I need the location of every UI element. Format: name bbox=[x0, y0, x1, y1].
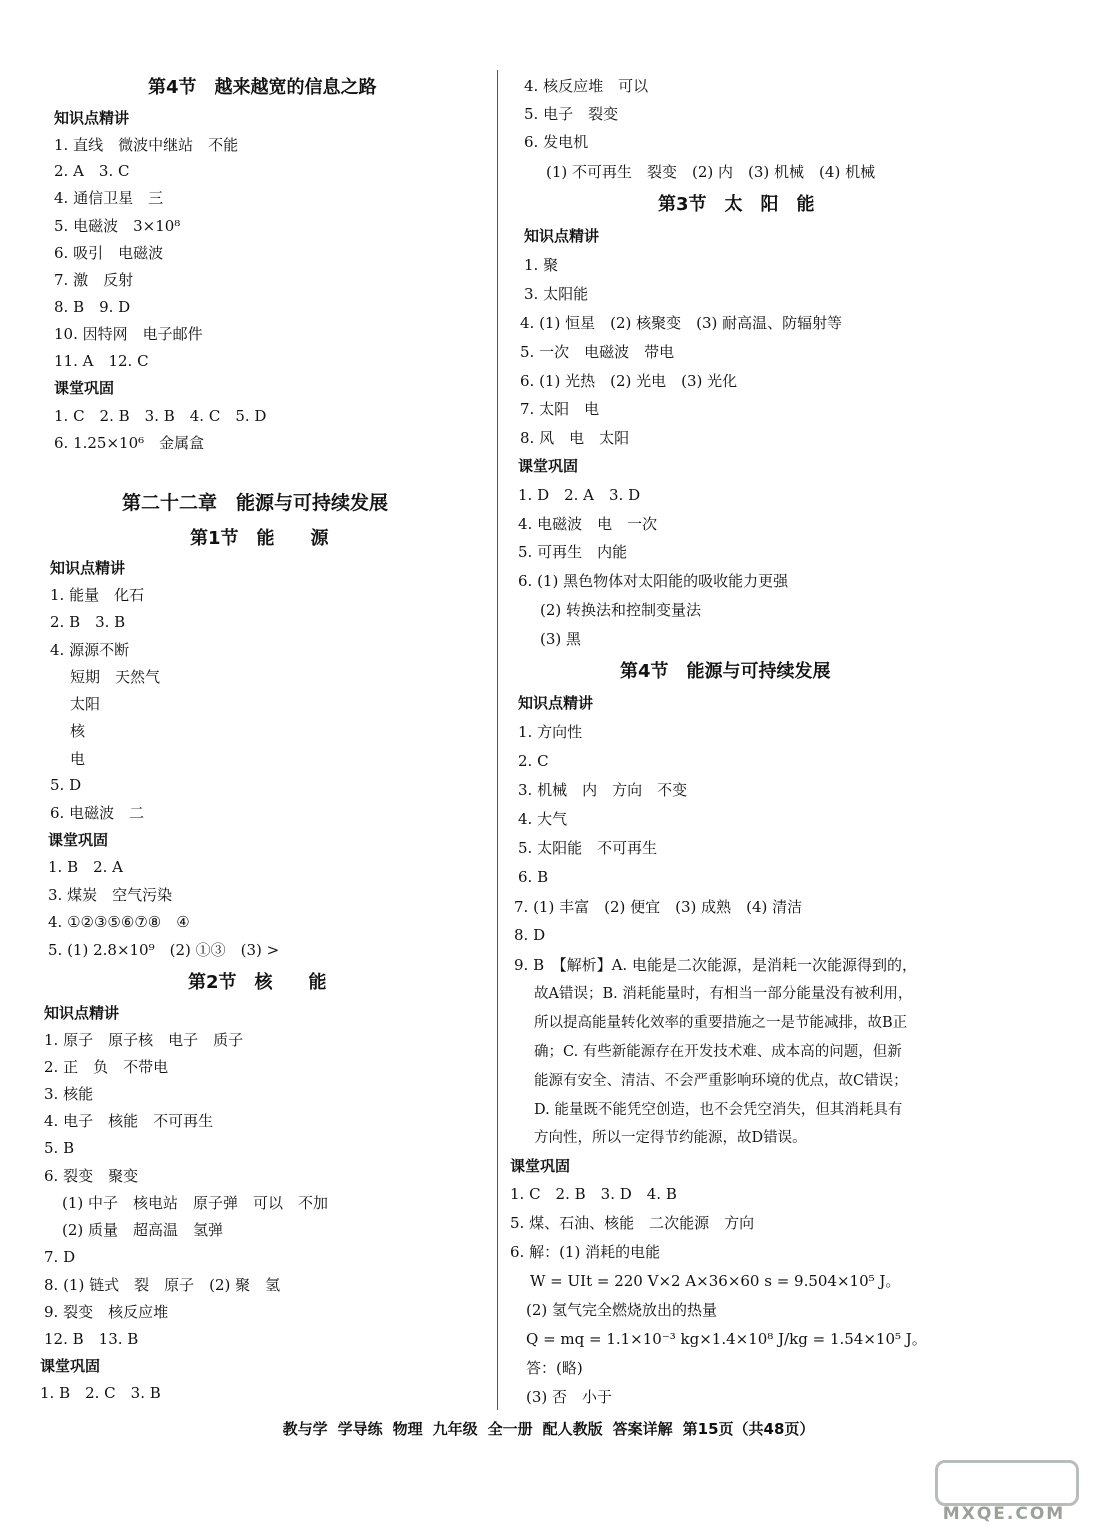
watermark-seal-icon bbox=[935, 1460, 1079, 1506]
right-line-12: 8. 风 电 太阳 bbox=[520, 429, 630, 447]
footer-item-6: 答案详解 bbox=[612, 1420, 673, 1438]
right-line-36: 方向性，所以一定得节约能源，故D错误。 bbox=[534, 1130, 807, 1146]
left-line-15: 第1节 能 源 bbox=[190, 528, 329, 549]
left-line-35: 3. 核能 bbox=[44, 1085, 94, 1103]
left-line-25: 6. 电磁波 二 bbox=[50, 804, 145, 822]
left-line-34: 2. 正 负 不带电 bbox=[44, 1058, 169, 1076]
left-line-21: 太阳 bbox=[70, 695, 101, 713]
left-line-27: 1. B 2. A bbox=[48, 858, 124, 876]
right-line-16: 5. 可再生 内能 bbox=[518, 543, 628, 561]
left-line-23: 电 bbox=[70, 750, 86, 768]
right-line-44: 答：(略) bbox=[526, 1359, 583, 1377]
left-line-11: 课堂巩固 bbox=[54, 379, 115, 397]
right-line-6: 1. 聚 bbox=[524, 256, 559, 274]
right-line-17: 6. (1) 黑色物体对太阳能的吸收能力更强 bbox=[518, 572, 789, 590]
right-line-39: 5. 煤、石油、核能 二次能源 方向 bbox=[510, 1214, 755, 1232]
footer-item-4: 全一册 bbox=[487, 1420, 533, 1438]
left-line-38: 6. 裂变 聚变 bbox=[44, 1167, 139, 1185]
left-line-4: 4. 通信卫星 三 bbox=[54, 189, 164, 207]
left-line-2: 1. 直线 微波中继站 不能 bbox=[54, 136, 239, 154]
right-line-8: 4. (1) 恒星 (2) 核聚变 (3) 耐高温、防辐射等 bbox=[520, 314, 843, 332]
right-line-40: 6. 解：(1) 消耗的电能 bbox=[510, 1243, 661, 1261]
right-line-18: (2) 转换法和控制变量法 bbox=[540, 601, 702, 619]
right-line-3: (1) 不可再生 裂变 (2) 内 (3) 机械 (4) 机械 bbox=[546, 163, 876, 181]
left-line-36: 4. 电子 核能 不可再生 bbox=[44, 1112, 214, 1130]
left-line-41: 7. D bbox=[44, 1248, 76, 1266]
right-line-37: 课堂巩固 bbox=[510, 1157, 571, 1175]
left-line-14: 第二十二章 能源与可持续发展 bbox=[122, 492, 389, 514]
left-line-32: 知识点精讲 bbox=[44, 1004, 120, 1022]
right-line-32: 所以提高能量转化效率的重要措施之一是节能减排，故B正 bbox=[534, 1015, 908, 1031]
right-line-41: W = UIt = 220 V×2 A×36×60 s = 9.504×10⁵ J。 bbox=[530, 1272, 901, 1290]
right-line-38: 1. C 2. B 3. D 4. B bbox=[510, 1185, 677, 1203]
left-line-46: 1. B 2. C 3. B bbox=[40, 1384, 161, 1402]
left-line-13: 6. 1.25×10⁶ 金属盒 bbox=[54, 434, 205, 452]
left-line-6: 6. 吸引 电磁波 bbox=[54, 244, 164, 262]
left-line-8: 8. B 9. D bbox=[54, 298, 131, 316]
footer-item-7: 第15页（共48页） bbox=[682, 1420, 815, 1438]
left-line-44: 12. B 13. B bbox=[44, 1330, 139, 1348]
left-line-45: 课堂巩固 bbox=[40, 1357, 101, 1375]
right-line-33: 确；C. 有些新能源存在开发技术难、成本高的问题，但新 bbox=[534, 1044, 902, 1060]
right-line-14: 1. D 2. A 3. D bbox=[518, 486, 641, 504]
footer-item-1: 学导练 bbox=[337, 1420, 383, 1438]
left-line-7: 7. 激 反射 bbox=[54, 271, 134, 289]
right-line-27: 6. B bbox=[518, 868, 549, 886]
right-line-22: 1. 方向性 bbox=[518, 723, 583, 741]
right-line-24: 3. 机械 内 方向 不变 bbox=[518, 781, 688, 799]
left-line-10: 11. A 12. C bbox=[54, 352, 149, 370]
right-line-43: Q = mq = 1.1×10⁻³ kg×1.4×10⁸ J/kg = 1.54×10⁵ J。 bbox=[526, 1330, 927, 1348]
left-line-37: 5. B bbox=[44, 1139, 75, 1157]
right-line-45: (3) 否 小于 bbox=[526, 1388, 613, 1406]
right-line-35: D. 能量既不能凭空创造，也不会凭空消失，但其消耗具有 bbox=[534, 1102, 903, 1118]
left-line-33: 1. 原子 原子核 电子 质子 bbox=[44, 1031, 244, 1049]
right-line-5: 知识点精讲 bbox=[524, 227, 600, 245]
right-line-4: 第3节 太 阳 能 bbox=[658, 194, 815, 215]
right-line-29: 8. D bbox=[514, 926, 546, 944]
left-line-19: 4. 源源不断 bbox=[50, 641, 130, 659]
left-line-24: 5. D bbox=[50, 776, 82, 794]
page-footer bbox=[0, 1418, 1097, 1439]
left-line-30: 5. (1) 2.8×10⁹ (2) ①③ (3) > bbox=[48, 941, 280, 959]
right-line-21: 知识点精讲 bbox=[518, 694, 594, 712]
left-line-20: 短期 天然气 bbox=[70, 668, 161, 686]
footer-item-0: 教与学 bbox=[282, 1420, 328, 1438]
right-line-31: 故A错误；B. 消耗能量时，有相当一部分能量没有被利用， bbox=[534, 986, 913, 1002]
right-line-7: 3. 太阳能 bbox=[524, 285, 589, 303]
right-line-42: (2) 氢气完全燃烧放出的热量 bbox=[526, 1301, 718, 1319]
right-line-15: 4. 电磁波 电 一次 bbox=[518, 515, 658, 533]
right-line-34: 能源有安全、清洁、不会严重影响环境的优点，故C错误； bbox=[534, 1073, 908, 1089]
footer-item-3: 九年级 bbox=[432, 1420, 478, 1438]
right-line-2: 6. 发电机 bbox=[524, 133, 589, 151]
left-line-29: 4. ①②③⑤⑥⑦⑧ ④ bbox=[48, 913, 190, 931]
right-line-23: 2. C bbox=[518, 752, 549, 770]
right-line-20: 第4节 能源与可持续发展 bbox=[620, 661, 831, 682]
left-line-42: 8. (1) 链式 裂 原子 (2) 聚 氢 bbox=[44, 1276, 281, 1294]
left-line-9: 10. 因特网 电子邮件 bbox=[54, 325, 203, 343]
left-line-0: 第4节 越来越宽的信息之路 bbox=[148, 77, 377, 98]
right-line-19: (3) 黑 bbox=[540, 630, 582, 648]
footer-item-5: 配人教版 bbox=[542, 1420, 603, 1438]
footer-item-2: 物理 bbox=[392, 1420, 423, 1438]
left-line-22: 核 bbox=[70, 722, 86, 740]
right-line-26: 5. 太阳能 不可再生 bbox=[518, 839, 658, 857]
right-line-11: 7. 太阳 电 bbox=[520, 400, 600, 418]
right-line-13: 课堂巩固 bbox=[518, 457, 579, 475]
right-line-25: 4. 大气 bbox=[518, 810, 568, 828]
watermark-text: MXQE.COM bbox=[942, 1504, 1066, 1524]
left-line-5: 5. 电磁波 3×10⁸ bbox=[54, 217, 181, 235]
left-line-31: 第2节 核 能 bbox=[188, 972, 327, 993]
watermark-logo bbox=[929, 1460, 1079, 1524]
right-line-28: 7. (1) 丰富 (2) 便宜 (3) 成熟 (4) 清洁 bbox=[514, 898, 803, 916]
left-line-12: 1. C 2. B 3. B 4. C 5. D bbox=[54, 407, 267, 425]
left-line-3: 2. A 3. C bbox=[54, 162, 130, 180]
left-line-28: 3. 煤炭 空气污染 bbox=[48, 886, 173, 904]
right-line-30: 9. B 【解析】A. 电能是二次能源，是消耗一次能源得到的， bbox=[514, 956, 917, 974]
left-line-26: 课堂巩固 bbox=[48, 831, 109, 849]
left-line-43: 9. 裂变 核反应堆 bbox=[44, 1303, 169, 1321]
left-line-1: 知识点精讲 bbox=[54, 109, 130, 127]
right-line-1: 5. 电子 裂变 bbox=[524, 105, 619, 123]
left-line-39: (1) 中子 核电站 原子弹 可以 不加 bbox=[62, 1194, 329, 1212]
right-line-0: 4. 核反应堆 可以 bbox=[524, 77, 649, 95]
left-line-17: 1. 能量 化石 bbox=[50, 586, 145, 604]
column-divider bbox=[497, 70, 498, 1410]
right-line-10: 6. (1) 光热 (2) 光电 (3) 光化 bbox=[520, 372, 738, 390]
right-line-9: 5. 一次 电磁波 带电 bbox=[520, 343, 675, 361]
left-line-18: 2. B 3. B bbox=[50, 613, 126, 631]
left-line-16: 知识点精讲 bbox=[50, 559, 126, 577]
left-line-40: (2) 质量 超高温 氢弹 bbox=[62, 1221, 224, 1239]
